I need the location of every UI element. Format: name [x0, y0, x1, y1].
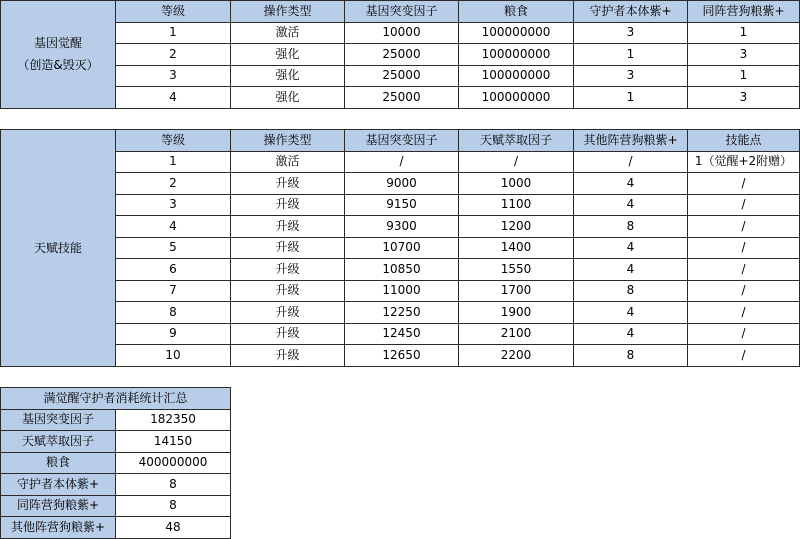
table-cell: 升级 — [231, 237, 345, 259]
table-cell: 基因突变因子 — [1, 409, 116, 431]
table-cell: 1 — [116, 151, 231, 173]
table-cell: 3 — [116, 65, 231, 87]
table-cell: 2 — [116, 173, 231, 195]
table-cell: 同阵营狗粮紫+ — [1, 495, 116, 517]
table-cell: 10850 — [345, 259, 459, 281]
header-level: 等级 — [116, 1, 231, 23]
table-cell: 升级 — [231, 216, 345, 238]
table-cell: 400000000 — [116, 452, 231, 474]
table-cell: 3 — [116, 194, 231, 216]
table-row — [1, 65, 800, 87]
table-cell: 4 — [574, 323, 688, 345]
table-row — [1, 431, 231, 453]
table-cell: 1 — [574, 87, 688, 109]
table-cell: 1 — [688, 65, 800, 87]
table-cell: 25000 — [345, 87, 459, 109]
summary-header-row — [1, 388, 231, 410]
table-cell: / — [688, 280, 800, 302]
summary-table — [0, 387, 231, 539]
table-cell: / — [688, 302, 800, 324]
table-cell: 14150 — [116, 431, 231, 453]
table-cell: 1 — [688, 22, 800, 44]
header-operation-type: 操作类型 — [231, 130, 345, 152]
table-cell: 4 — [116, 216, 231, 238]
table-row — [1, 495, 231, 517]
table-cell: 10000 — [345, 22, 459, 44]
table-cell: 9150 — [345, 194, 459, 216]
table-cell: 升级 — [231, 302, 345, 324]
table-cell: 3 — [688, 44, 800, 66]
table-cell: 强化 — [231, 65, 345, 87]
table-cell: 9 — [116, 323, 231, 345]
table-row — [1, 345, 800, 367]
table-row — [1, 216, 800, 238]
table-cell: / — [688, 345, 800, 367]
talent-skill-title: 天赋技能 — [1, 130, 116, 367]
table-cell: / — [688, 173, 800, 195]
table-row — [1, 44, 800, 66]
table-cell: 1100 — [459, 194, 574, 216]
table-cell: 强化 — [231, 87, 345, 109]
table-row — [1, 474, 231, 496]
table-cell: 8 — [574, 345, 688, 367]
table-row — [1, 517, 231, 539]
table-cell: 1400 — [459, 237, 574, 259]
table-cell: / — [574, 151, 688, 173]
table-cell: 4 — [574, 173, 688, 195]
table-cell: 2200 — [459, 345, 574, 367]
header-gene-mutation-factor: 基因突变因子 — [345, 130, 459, 152]
talent-skill-body — [1, 130, 800, 367]
table-cell: / — [688, 237, 800, 259]
table-row — [1, 323, 800, 345]
table-cell: 48 — [116, 517, 231, 539]
gene-awakening-body — [1, 1, 800, 109]
table-cell: 1900 — [459, 302, 574, 324]
table-row — [1, 280, 800, 302]
table-cell: 5 — [116, 237, 231, 259]
table-cell: / — [688, 323, 800, 345]
table-cell: 2100 — [459, 323, 574, 345]
talent-header-row — [1, 130, 800, 152]
gene-awakening-title — [1, 1, 116, 109]
header-gene-mutation-factor: 基因突变因子 — [345, 1, 459, 23]
gene-title-line2: （创造&毁灭） — [17, 58, 99, 73]
table-cell: 强化 — [231, 44, 345, 66]
table-cell: 1 — [574, 44, 688, 66]
table-cell: 3 — [688, 87, 800, 109]
summary-body — [1, 388, 231, 539]
table-cell: 8 — [574, 280, 688, 302]
table-cell: / — [688, 194, 800, 216]
table-cell: 1200 — [459, 216, 574, 238]
table-cell: 激活 — [231, 151, 345, 173]
table-row — [1, 302, 800, 324]
summary-title: 满觉醒守护者消耗统计汇总 — [1, 388, 231, 410]
table-cell: 25000 — [345, 65, 459, 87]
table-cell: 7 — [116, 280, 231, 302]
table-cell: 守护者本体紫+ — [1, 474, 116, 496]
table-cell: 1 — [116, 22, 231, 44]
gene-header-row — [1, 1, 800, 23]
table-cell: 4 — [574, 259, 688, 281]
table-cell: / — [688, 216, 800, 238]
table-row — [1, 173, 800, 195]
table-cell: 6 — [116, 259, 231, 281]
table-cell: 8 — [116, 495, 231, 517]
table-cell: 12250 — [345, 302, 459, 324]
header-level: 等级 — [116, 130, 231, 152]
gene-awakening-table — [0, 0, 800, 109]
table-cell: / — [345, 151, 459, 173]
table-cell: 4 — [116, 87, 231, 109]
table-row — [1, 87, 800, 109]
table-cell: 4 — [574, 237, 688, 259]
table-row — [1, 237, 800, 259]
table-cell: / — [688, 259, 800, 281]
table-cell: 4 — [574, 302, 688, 324]
table-cell: 升级 — [231, 173, 345, 195]
table-cell: 升级 — [231, 259, 345, 281]
table-cell: 10700 — [345, 237, 459, 259]
table-cell: 182350 — [116, 409, 231, 431]
header-guardian-purple: 守护者本体紫+ — [574, 1, 688, 23]
table-cell: 12650 — [345, 345, 459, 367]
table-cell: 其他阵营狗粮紫+ — [1, 517, 116, 539]
table-cell: 100000000 — [459, 22, 574, 44]
table-cell: 天赋萃取因子 — [1, 431, 116, 453]
table-cell: 4 — [574, 194, 688, 216]
header-other-faction-fodder: 其他阵营狗粮紫+ — [574, 130, 688, 152]
table-cell: 8 — [116, 302, 231, 324]
header-food: 粮食 — [459, 1, 574, 23]
table-cell: 100000000 — [459, 87, 574, 109]
table-cell: 粮食 — [1, 452, 116, 474]
table-cell: / — [459, 151, 574, 173]
talent-skill-table — [0, 129, 800, 367]
table-cell: 升级 — [231, 323, 345, 345]
table-cell: 9000 — [345, 173, 459, 195]
table-cell: 2 — [116, 44, 231, 66]
header-same-faction-fodder: 同阵营狗粮紫+ — [688, 1, 800, 23]
table-cell: 11000 — [345, 280, 459, 302]
table-cell: 升级 — [231, 280, 345, 302]
table-cell: 100000000 — [459, 44, 574, 66]
table-row — [1, 151, 800, 173]
table-cell: 升级 — [231, 194, 345, 216]
table-cell: 9300 — [345, 216, 459, 238]
table-cell: 1000 — [459, 173, 574, 195]
table-row — [1, 409, 231, 431]
table-cell: 100000000 — [459, 65, 574, 87]
table-row — [1, 259, 800, 281]
table-cell: 3 — [574, 65, 688, 87]
table-row — [1, 194, 800, 216]
header-talent-extract-factor: 天赋萃取因子 — [459, 130, 574, 152]
gene-title-line1: 基因觉醒 — [33, 36, 82, 51]
table-cell: 升级 — [231, 345, 345, 367]
header-skill-points: 技能点 — [688, 130, 800, 152]
table-cell: 12450 — [345, 323, 459, 345]
table-cell: 8 — [116, 474, 231, 496]
header-operation-type: 操作类型 — [231, 1, 345, 23]
table-cell: 1700 — [459, 280, 574, 302]
table-row — [1, 452, 231, 474]
table-cell: 8 — [574, 216, 688, 238]
table-row — [1, 22, 800, 44]
table-cell: 1（觉醒+2附赠） — [688, 151, 800, 173]
table-cell: 激活 — [231, 22, 345, 44]
table-cell: 1550 — [459, 259, 574, 281]
table-cell: 10 — [116, 345, 231, 367]
table-cell: 3 — [574, 22, 688, 44]
table-cell: 25000 — [345, 44, 459, 66]
